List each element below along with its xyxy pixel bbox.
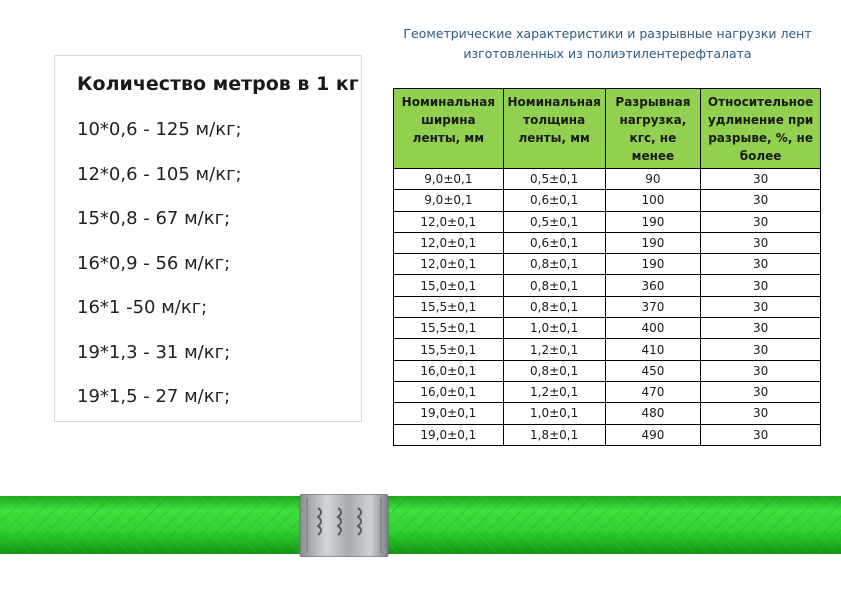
metal-buckle bbox=[300, 494, 388, 557]
cell-thickness: 1,8±0,1 bbox=[503, 424, 605, 445]
cell-thickness: 0,5±0,1 bbox=[503, 169, 605, 190]
cell-thickness: 0,6±0,1 bbox=[503, 190, 605, 211]
cell-thickness: 1,0±0,1 bbox=[503, 318, 605, 339]
specs-table bbox=[393, 88, 821, 446]
list-item: 12*0,6 - 105 м/кг; bbox=[77, 163, 242, 185]
strap-image bbox=[0, 494, 841, 557]
list-item: 10*0,6 - 125 м/кг; bbox=[77, 119, 242, 140]
list-item: 19*1,3 - 31 м/кг; bbox=[77, 341, 231, 363]
cell-thickness: 1,0±0,1 bbox=[503, 403, 605, 424]
cell-breaking-load: 450 bbox=[605, 360, 701, 381]
cell-elongation: 30 bbox=[701, 296, 821, 317]
heading-line-1: Геометрические характеристики и разрывные нагрузки лент bbox=[403, 26, 812, 41]
cell-width: 9,0±0,1 bbox=[394, 190, 504, 211]
cell-elongation: 30 bbox=[701, 275, 821, 296]
cell-breaking-load: 100 bbox=[605, 190, 701, 211]
cell-width: 15,0±0,1 bbox=[394, 275, 504, 296]
list-item: 15*0,8 - 67 м/кг; bbox=[77, 208, 231, 229]
table-row bbox=[394, 254, 821, 275]
cell-elongation: 30 bbox=[701, 169, 821, 190]
cell-breaking-load: 90 bbox=[605, 169, 701, 190]
table-heading bbox=[395, 24, 820, 64]
cell-width: 16,0±0,1 bbox=[394, 381, 504, 402]
cell-breaking-load: 470 bbox=[605, 381, 701, 402]
cell-breaking-load: 370 bbox=[605, 296, 701, 317]
table-row bbox=[394, 232, 821, 253]
cell-thickness: 1,2±0,1 bbox=[503, 381, 605, 402]
cell-breaking-load: 190 bbox=[605, 232, 701, 253]
meters-per-kg-card bbox=[54, 55, 362, 422]
header-breaking-load: Разрывная нагрузка, кгс, не менее bbox=[605, 89, 701, 169]
cell-elongation: 30 bbox=[701, 360, 821, 381]
cell-breaking-load: 400 bbox=[605, 318, 701, 339]
cell-elongation: 30 bbox=[701, 254, 821, 275]
cell-width: 19,0±0,1 bbox=[394, 403, 504, 424]
table-row bbox=[394, 360, 821, 381]
cell-elongation: 30 bbox=[701, 424, 821, 445]
cell-width: 15,5±0,1 bbox=[394, 296, 504, 317]
cell-width: 12,0±0,1 bbox=[394, 254, 504, 275]
header-width: Номинальная ширина ленты, мм bbox=[394, 89, 504, 169]
table-row bbox=[394, 190, 821, 211]
cell-thickness: 0,8±0,1 bbox=[503, 360, 605, 381]
cell-breaking-load: 480 bbox=[605, 403, 701, 424]
cell-elongation: 30 bbox=[701, 403, 821, 424]
cell-elongation: 30 bbox=[701, 381, 821, 402]
meters-per-kg-list bbox=[77, 120, 242, 432]
table-row bbox=[394, 275, 821, 296]
table-row bbox=[394, 211, 821, 232]
cell-width: 15,5±0,1 bbox=[394, 339, 504, 360]
cell-breaking-load: 190 bbox=[605, 254, 701, 275]
cell-thickness: 0,8±0,1 bbox=[503, 296, 605, 317]
cell-width: 15,5±0,1 bbox=[394, 318, 504, 339]
list-item: 16*0,9 - 56 м/кг; bbox=[77, 252, 231, 274]
heading-line-2: изготовленных из полиэтилентерефталата bbox=[463, 46, 752, 61]
cell-thickness: 0,5±0,1 bbox=[503, 211, 605, 232]
cell-width: 9,0±0,1 bbox=[394, 169, 504, 190]
cell-width: 16,0±0,1 bbox=[394, 360, 504, 381]
cell-breaking-load: 490 bbox=[605, 424, 701, 445]
table-row bbox=[394, 381, 821, 402]
header-elongation: Относительное удлинение при разрыве, %, не более bbox=[701, 89, 821, 169]
cell-elongation: 30 bbox=[701, 318, 821, 339]
table-header-row bbox=[394, 89, 821, 169]
cell-elongation: 30 bbox=[701, 190, 821, 211]
cell-breaking-load: 190 bbox=[605, 211, 701, 232]
card-title: Количество метров в 1 кг bbox=[77, 73, 359, 95]
cell-width: 19,0±0,1 bbox=[394, 424, 504, 445]
cell-elongation: 30 bbox=[701, 339, 821, 360]
cell-elongation: 30 bbox=[701, 211, 821, 232]
cell-thickness: 1,2±0,1 bbox=[503, 339, 605, 360]
list-item: 19*1,5 - 27 м/кг; bbox=[77, 386, 231, 407]
cell-breaking-load: 360 bbox=[605, 275, 701, 296]
cell-width: 12,0±0,1 bbox=[394, 211, 504, 232]
cell-thickness: 0,8±0,1 bbox=[503, 275, 605, 296]
cell-thickness: 0,6±0,1 bbox=[503, 232, 605, 253]
header-thickness: Номинальная толщина ленты, мм bbox=[503, 89, 605, 169]
table-row bbox=[394, 424, 821, 445]
table-row bbox=[394, 403, 821, 424]
cell-width: 12,0±0,1 bbox=[394, 232, 504, 253]
list-item: 16*1 -50 м/кг; bbox=[77, 297, 208, 318]
cell-breaking-load: 410 bbox=[605, 339, 701, 360]
table-row bbox=[394, 318, 821, 339]
strap-texture bbox=[0, 496, 841, 554]
cell-thickness: 0,8±0,1 bbox=[503, 254, 605, 275]
cell-elongation: 30 bbox=[701, 232, 821, 253]
table-row bbox=[394, 296, 821, 317]
table-row bbox=[394, 169, 821, 190]
table-row bbox=[394, 339, 821, 360]
